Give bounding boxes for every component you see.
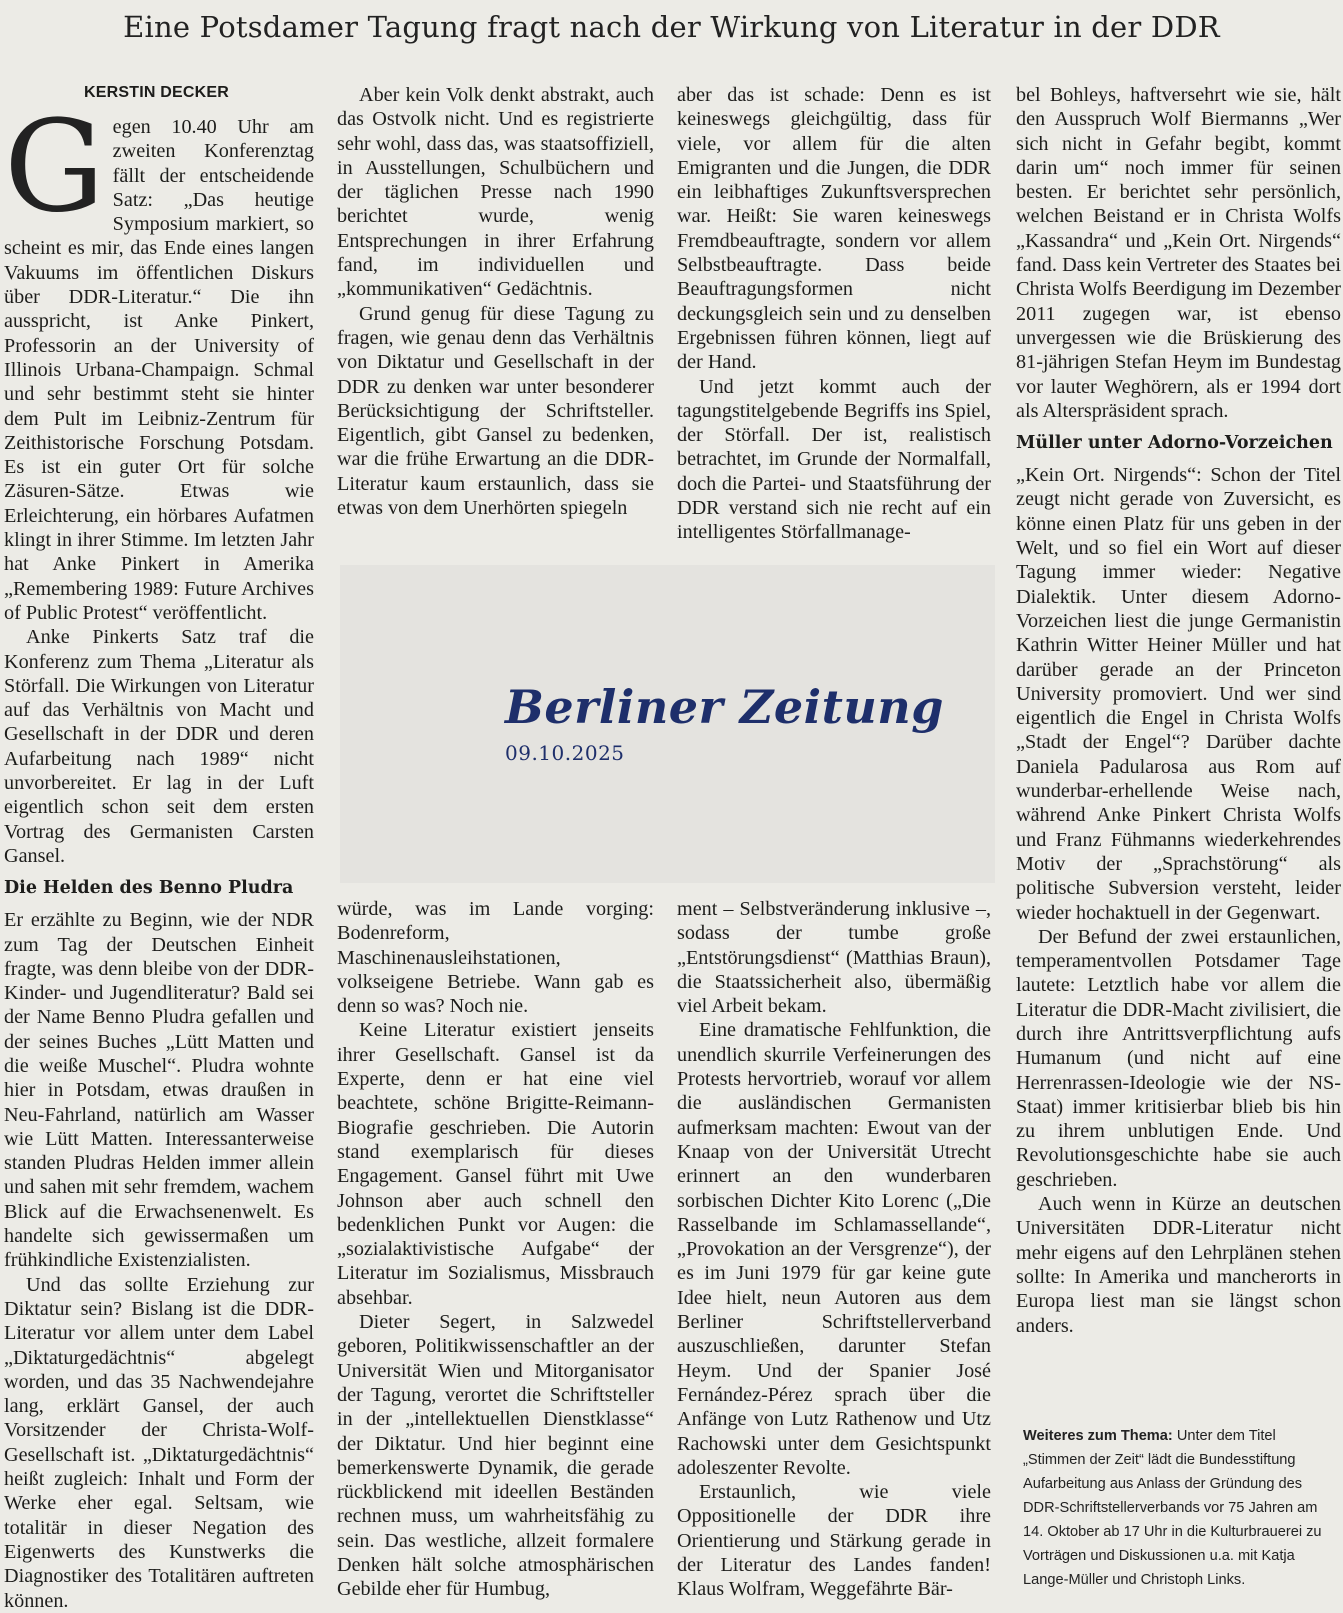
newspaper-stamp [340,565,995,883]
paragraph: Und das sollte Erziehung zur Diktatur sein? Bislang ist die DDR-Literatur vor allem unter dem Label „Diktaturgedächtnis“ abgelegt worden, und das 35 Nachwendejahre lang, erklärt Gansel, der auch Vorsitzender der Christa-Wolf-Gesellschaft ist. „Diktaturgedächtnis“ heißt zugleich: Inhalt und Form der Werke eher egal. Seltsam, wie totalitär in dieser Negation des Eigenwerts des Kunstwerks die Diagnostiker des Totalitären auftreten können. [4,1273,314,1612]
subheading-mueller: Müller unter Adorno-Vorzeichen [1016,433,1333,454]
info-label: Weiteres zum Thema: [1023,1428,1173,1444]
paragraph: Anke Pinkerts Satz traf die Konferenz zum Thema „Literatur als Störfall. Die Wirkungen von Literatur auf das Verhältnis von Macht und Gesellschaft in der DDR und deren Aufarbeitung nach 1989“ nicht unvorbereitet. Er lag in der Luft eigentlich schon seit dem ersten Vortrag des Germanisten Carsten Gansel. [4,626,314,867]
paragraph: aber das ist schade: Denn es ist keineswegs gleichgültig, dass für viele, vor allem für die alten Emigranten und die Jungen, die DDR ein leibhaftiges Zukunftsversprechen war. Heißt: Sie waren keineswegs Fremdbeauftragte, sondern vor allem Selbstbeauftragte. Dass beide Beauftragungsformen nicht deckungsgleich sein und zu denselben Ergebnissen führen können, liegt auf der Hand. [677,84,991,374]
paragraph: würde, was im Lande vorging: Bodenreform, Maschinenausleihstationen, volkseigene Betriebe. Wann gab es denn so was? Noch nie. [337,898,654,1018]
paragraph: bel Bohleys, haftversehrt wie sie, hält den Ausspruch Wolf Biermanns „Wer sich nicht in Gefahr begibt, kommt darin um“ noch immer für seinen besten. Er berichtet sehr persönlich, welchen Beistand er in Christa Wolfs „Kassandra“ und „Kein Ort. Nirgends“ fand. Dass kein Vertreter des Staates bei Christa Wolfs Beerdigung im Dezember 2011 zugegen war, ist ebenso unvergessen wie die Brüskierung des 81-jährigen Stefan Heym im Bundestag vor lauter Weghörern, als er 1994 dort als Alterspräsident sprach. [1016,84,1341,422]
paragraph: Eine dramatische Fehlfunktion, die unendlich skurrile Verfeinerungen des Protests hervortrieb, worauf vor allem die ausländischen Germanisten aufmerksam machten: Ewout van der Knaap von der Universität Utrecht erinnert an den wunderbaren sorbischen Dichter Kito Lorenc („Die Rasselbande im Schlamassellande“, „Provokation an der Versgrenze“), der es im Juni 1979 für gar keine gute Idee hielt, neun Autoren aus dem Berliner Schriftstellerverband auszuschließen, darunter Stefan Heym. Und der Spanier José Fernández-Pérez sprach über die Anfänge von Lutz Rathenow und Utz Rachowski unter dem Gesichtspunkt adoleszenter Revolte. [677,1019,991,1479]
paragraph: ment – Selbstveränderung inklusive –, sodass der tumbe große „Entstörungsdienst“ (Matthias Braun), die Staatssicherheit also, übermäßig viel Arbeit bekam. [677,898,991,1018]
paragraph: „Kein Ort. Nirgends“: Schon der Titel zeugt nicht gerade von Zuversicht, es könne einen Platz für uns geben in der Welt, und so fiel ein Wort auf dieser Tagung immer wieder: Negative Dialektik. Unter diesem Adorno-Vorzeichen liest die junge Germanistin Kathrin Witter Heiner Müller und hat darüber gerade an der Princeton University promoviert. Und wer sind eigentlich die Engel in Christa Wolfs „Stadt der Engel“? Darüber dachte Daniela Padularosa aus Rom auf wunderbar-erhellende Weise nach, während Anke Pinkert Christa Wolfs und Franz Fühmanns wiederkehrendes Motiv der „Sprachstörung“ als politische Subversion versteht, leider wieder hochaktuell in der Gegenwart. [1016,464,1341,924]
info-box [1023,1424,1341,1592]
info-text: Unter dem Titel „Stimmen der Zeit“ lädt die Bundesstiftung Aufarbeitung aus Anlass der Gründung des DDR-Schriftstellerverbands vor 75 Jahren am 14. Oktober ab 17 Uhr in die Kulturbrauerei zu Vorträgen und Diskussionen u.a. mit Katja Lange-Müller und Christoph Links. [1023,1428,1322,1588]
paragraph: Grund genug für diese Tagung zu fragen, wie genau denn das Verhältnis von Diktatur und Gesellschaft in der DDR zu denken war unter besonderer Berücksichtigung der Schriftsteller. Eigentlich, gibt Gansel zu bedenken, war die frühe Erwartung an die DDR-Literatur kaum erstaunlich, dass sie etwas von dem Unerhörten spiegeln [337,302,654,520]
paragraph: Auch wenn in Kürze an deutschen Universitäten DDR-Literatur nicht mehr eigens auf den Lehrplänen stehen sollte: In Amerika und mancherorts in Europa liest man sie längst schon anders. [1016,1193,1341,1337]
subheading-helden: Die Helden des Benno Pludra [4,878,294,899]
paragraph: Dieter Segert, in Salzwedel geboren, Politikwissenschaftler an der Universität Wien und Mitorganisator der Tagung, verortet die Schriftsteller in der „intellektuellen Dienstklasse“ der Diktatur. Und hier beginnt eine bemerkenswerte Dynamik, die gerade rückblickend mit ideellen Beständen rechnen muss, um wahrheitsfähig zu sein. Das westliche, allzeit formalere Denken hält solche atmosphärischen Gebilde eher für Humbug, [337,1311,654,1601]
column-4 [1016,83,1341,1338]
paragraph: Erstaunlich, wie viele Oppositionelle der DDR ihre Orientierung und Stärkung gerade in der Literatur des Landes fanden! Klaus Wolfram, Weggefährte Bär- [677,1481,991,1601]
paragraph: Keine Literatur existiert jenseits ihrer Gesellschaft. Gansel ist da Experte, denn er hat eine viel beachtete, schöne Brigitte-Reimann-Biografie geschrieben. Die Autorin stand exemplarisch für dieses Engagement. Gansel führt mit Uwe Johnson aber auch schnell den bedenklichen Punkt vor Augen: die „sozialaktivistische Aufgabe“ der Literatur im Sozialismus, Missbrauch absehbar. [337,1019,654,1309]
paragraph: Der Befund der zwei erstaunlichen, temperamentvollen Potsdamer Tage lautete: Letztlich habe vor allem die Literatur die DDR-Macht zivilisiert, die durch ihre Antrittsverpflichtung aufs Humanum (und nicht auf eine Herrenrassen-Ideologie wie der NS-Staat) immer kritisierbar blieb bis hin zu ihrem unblutigen Ende. Und Revolutionsgeschichte habe sie auch geschrieben. [1016,925,1341,1191]
paragraph: Er erzählte zu Beginn, wie der NDR zum Tag der Deutschen Einheit fragte, was denn bleibe von der DDR-Kinder- und Jugendliteratur? Bald sei der Name Benno Pludra gefallen und der seines Buches „Lütt Matten und die weiße Muschel“. Pludra wohnte hier in Potsdam, etwas draußen in Neu-Fahrland, natürlich am Wasser wie Lütt Matten. Interessanterweise standen Pludras Helden immer allein und sahen mit sehr fremdem, wachem Blick auf die Erwachsenenwelt. Es handelte sich gewissermaßen um frühkindliche Existenzialisten. [4,909,314,1272]
paragraph: Und jetzt kommt auch der tagungstitelgebende Begriffs ins Spiel, der Störfall. Der ist, realistisch betrachtet, im Grunde der Normalfall, doch die Partei- und Staatsführung der DDR verstand sich nie recht auf ein intelligentes Störfallmanage- [677,375,991,544]
drop-cap: G [4,93,105,240]
lead-text: egen 10.40 Uhr am zweiten Konferenztag fällt der entscheidende Satz: „Das heutige Symposium markiert, so scheint es mir, das Ende eines langen Vakuums im öffentlichen Diskurs über DDR-Literatur.“ Die ihn ausspricht, ist Anke Pinkert, Professorin an der University of Illinois Urbana-Champaign. Schmal und sehr bestimmt steht sie hinter dem Pult im Leibniz-Zentrum für Zeithistorische Forschung Potsdam. Es ist ein guter Ort für solche Zäsuren-Sätze. Etwas wie Erleichterung, ein hörbares Aufatmen klingt in ihrer Stimme. Im letzten Jahr hat Anke Pinkert in Amerika „Remembering 1989: Future Archives of Public Protest“ veröffentlicht. [4,116,314,624]
column-1 [4,83,314,1613]
column-3-top [677,83,991,545]
column-2-top [337,83,654,520]
headline: Eine Potsdamer Tagung fragt nach der Wirkung von Literatur in der DDR [123,10,1220,44]
lead-paragraph [4,93,314,625]
paragraph: Aber kein Volk denkt abstrakt, auch das Ostvolk nicht. Und es registrierte sehr wohl, dass das, was staatsoffiziell, in Ausstellungen, Schulbüchern und der täglichen Presse nach 1990 berichtet wurde, wenig Entsprechungen in ihrer Erfahrung fand, im individuellen und „kommunikativen“ Gedächtnis. [337,84,654,301]
column-3-bottom [677,897,991,1602]
column-2-bottom [337,897,654,1602]
stamp-date: 09.10.2025 [505,741,625,765]
author-byline: KERSTIN DECKER [84,84,230,101]
newspaper-logo: Berliner Zeitung [505,680,944,734]
